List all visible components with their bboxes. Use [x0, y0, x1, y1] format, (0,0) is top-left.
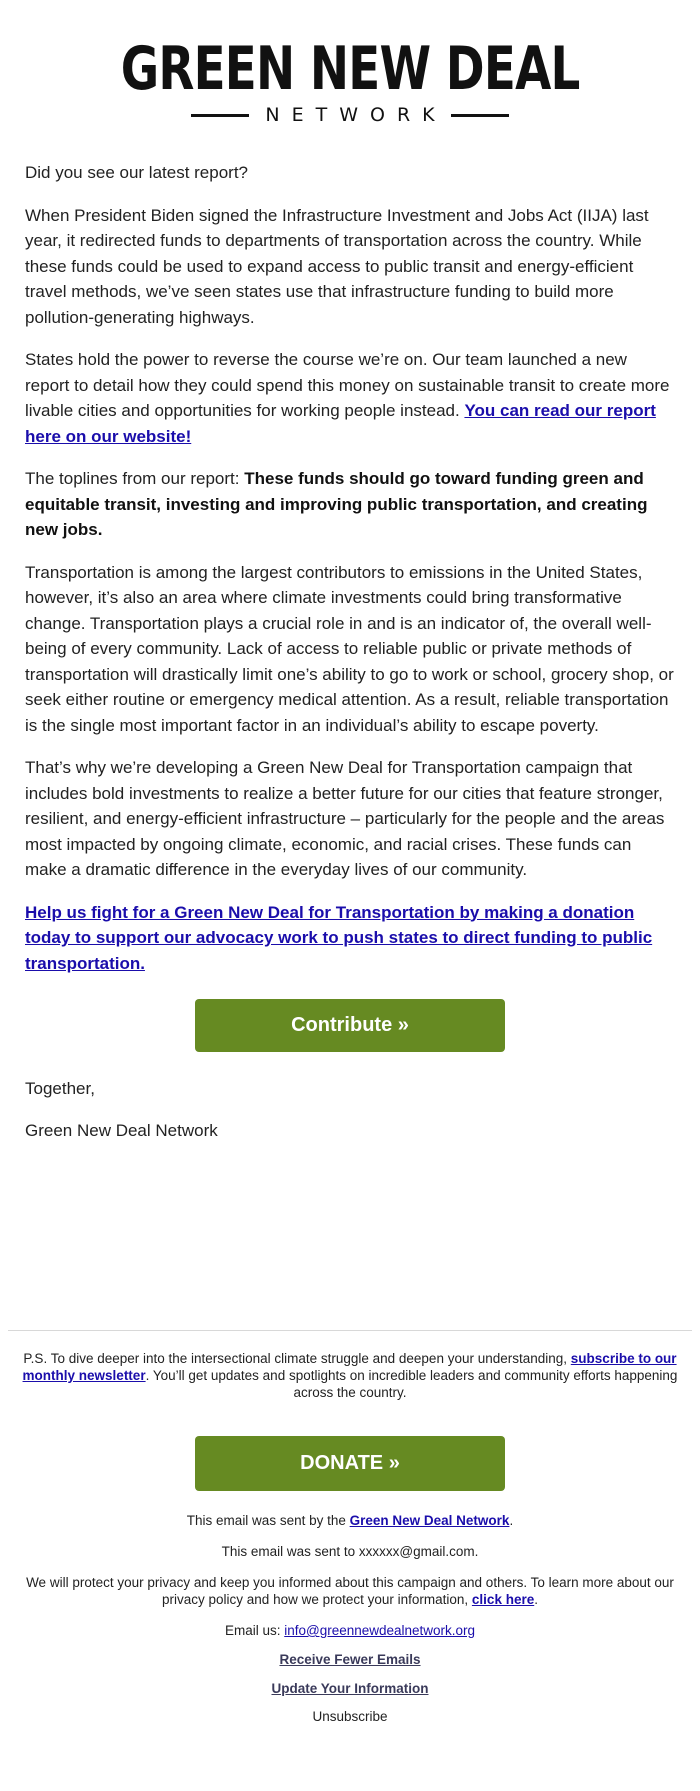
logo-title: GREEN NEW DEAL: [120, 34, 580, 104]
donate-button[interactable]: DONATE »: [195, 1436, 505, 1491]
closing: Together,: [25, 1079, 95, 1098]
receive-fewer-emails-link[interactable]: Receive Fewer Emails: [279, 1652, 421, 1667]
logo-rule-left: [191, 114, 249, 117]
newsletter-link[interactable]: subscribe to our monthly newsletter: [22, 1351, 677, 1383]
paragraph-toplines: [25, 466, 675, 543]
privacy-text: We will protect your privacy and keep you informed about this campaign and others. To learn more about our privacy policy and how we protect your information,: [26, 1575, 674, 1607]
donation-cta-link[interactable]: Help us fight for a Green New Deal for Transportation by making a donation today to support our advocacy work to push states to direct funding to public transportation.: [25, 902, 653, 973]
paragraph-transportation: Transportation is among the largest contributors to emissions in the United States, however, it’s also an area where climate investments could bring transformative change. Transportation plays a crucial role in and is an indicator of, the overall well-being of every community. Lack of access to reliable public or private methods of transportation will drastically limit one’s ability to go to work or school, grocery shop, or seek either routine or emergency medical attention. As a result, reliable transportation is the single most important factor in an individual’s ability to escape poverty.: [25, 562, 674, 735]
email-body: [25, 160, 675, 993]
toplines-label: The toplines from our report:: [25, 469, 245, 488]
paragraph-iija: When President Biden signed the Infrastructure Investment and Jobs Act (IIJA) last year, it redirected funds to departments of transportation across the country. While these funds could be used to expand access to public transit and energy-efficient travel methods, we’ve seen states use that infrastructure funding to build more pollution-generating highways.: [25, 205, 649, 327]
email-us-prefix: Email us:: [224, 1623, 285, 1638]
logo-subtitle: NETWORK: [265, 104, 447, 126]
fewer-emails-line: [8, 1651, 692, 1668]
contact-email-link[interactable]: info@greennewdealnetwork.org: [284, 1623, 476, 1638]
sent-by-prefix: This email was sent by the: [186, 1513, 350, 1528]
privacy-suffix: .: [534, 1592, 538, 1607]
greeting: Did you see our latest report?: [25, 163, 249, 182]
privacy-link[interactable]: click here: [471, 1592, 535, 1607]
ps-note: [8, 1350, 692, 1401]
read-report-link[interactable]: You can read our report here on our website!: [25, 401, 656, 446]
logo-rule-right: [451, 114, 509, 117]
footer-divider: [8, 1330, 692, 1331]
logo-subtitle-row: [0, 104, 700, 126]
ps-text-end: . You’ll get updates and spotlights on incredible leaders and community efforts happening across the country.: [145, 1368, 678, 1400]
toplines-bold: These funds should go toward funding green and equitable transit, investing and improving public transportation, and creating new jobs.: [25, 469, 648, 539]
logo: [0, 34, 700, 126]
paragraph-cta: [25, 900, 675, 977]
email-us-line: [8, 1622, 692, 1639]
unsubscribe-line[interactable]: Unsubscribe: [312, 1709, 388, 1724]
sent-by-line: [8, 1512, 692, 1529]
signoff: [25, 1076, 218, 1160]
sent-by-suffix: .: [509, 1513, 514, 1528]
ps-text-start: P.S. To dive deeper into the intersectional climate struggle and deepen your understanding,: [23, 1351, 571, 1366]
paragraph-campaign: That’s why we’re developing a Green New Deal for Transportation campaign that includes bold investments to realize a better future for our cities that feature stronger, resilient, and energy-efficient infrastructure – particularly for the people and the areas most impacted by ongoing climate, economic, and racial crises. These funds can make a dramatic difference in the everyday lives of our community.: [25, 758, 665, 879]
sent-to-line: This email was sent to xxxxxx@gmail.com.: [221, 1544, 479, 1559]
privacy-note: [8, 1574, 692, 1608]
update-information-link[interactable]: Update Your Information: [271, 1681, 429, 1696]
paragraph-report-text: States hold the power to reverse the course we’re on. Our team launched a new report to detail how they could spend this money on sustainable transit to create more livable cities and opportunities for working people instead.: [25, 350, 670, 420]
paragraph-report: [25, 347, 675, 449]
update-info-line: [8, 1680, 692, 1697]
contribute-button[interactable]: Contribute »: [195, 999, 505, 1052]
signature: Green New Deal Network: [25, 1121, 218, 1140]
org-link[interactable]: Green New Deal Network: [349, 1513, 510, 1528]
